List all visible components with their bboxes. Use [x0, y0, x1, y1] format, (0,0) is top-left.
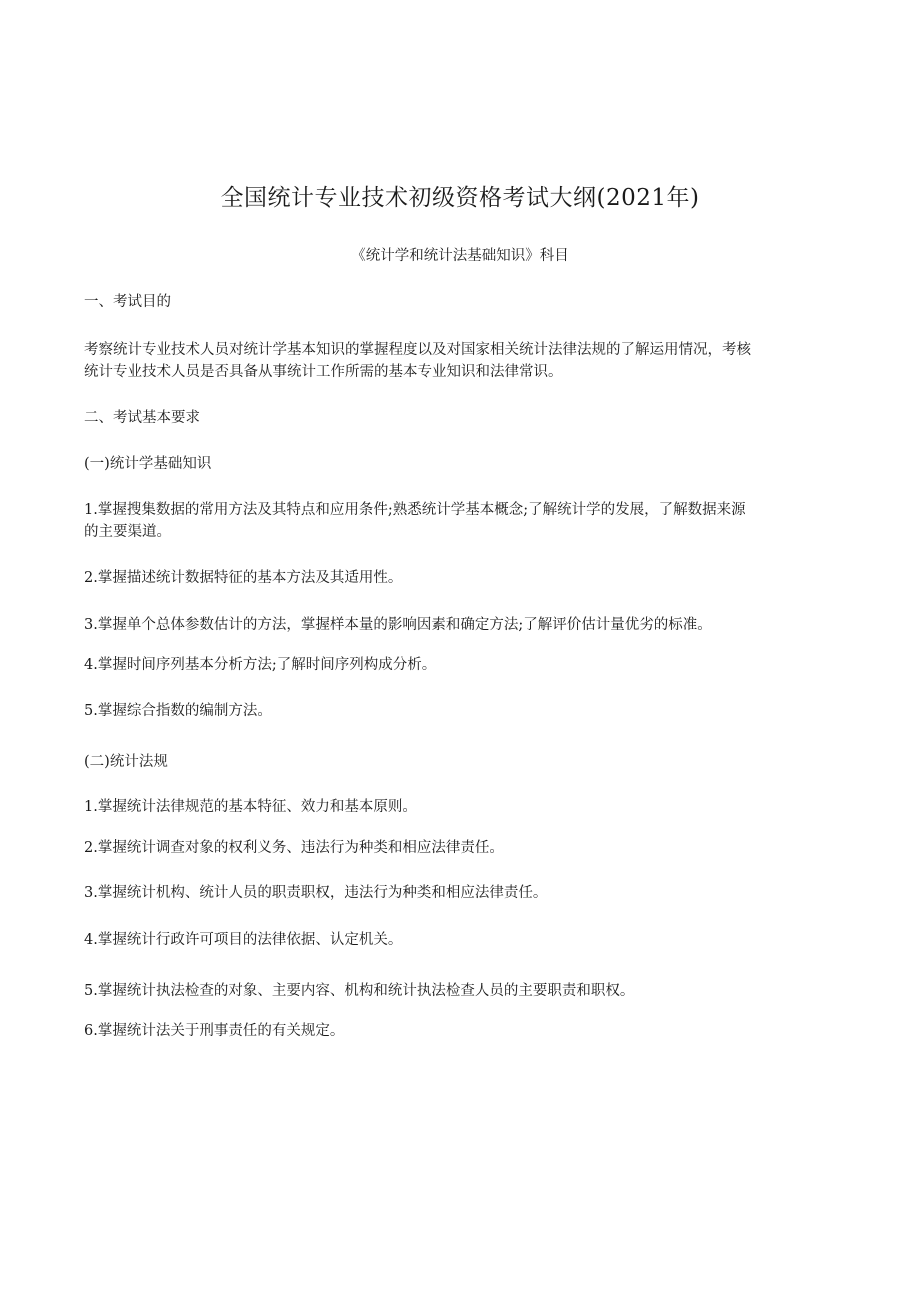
section-heading-requirements: 二、考试基本要求: [84, 410, 200, 426]
purpose-paragraph-line-2: 统计专业技术人员是否具备从事统计工作所需的基本专业知识和法律常识。: [84, 364, 563, 380]
law-item-1: 1.掌握统计法律规范的基本特征、效力和基本原则。: [84, 799, 417, 815]
statistics-item-2: 2.掌握描述统计数据特征的基本方法及其适用性。: [84, 570, 403, 586]
law-item-3: 3.掌握统计机构、统计人员的职责职权，违法行为种类和相应法律责任。: [84, 885, 548, 901]
statistics-item-1-line-2: 的主要渠道。: [84, 524, 171, 540]
purpose-paragraph-line-1: 考察统计专业技术人员对统计学基本知识的掌握程度以及对国家相关统计法律法规的了解运用情况，考核: [84, 342, 751, 358]
law-item-6: 6.掌握统计法关于刑事责任的有关规定。: [84, 1023, 345, 1039]
law-item-2: 2.掌握统计调查对象的权利义务、违法行为种类和相应法律责任。: [84, 840, 504, 856]
subsection-heading-statistics: (一)统计学基础知识: [84, 456, 212, 472]
law-item-5: 5.掌握统计执法检查的对象、主要内容、机构和统计执法检查人员的主要职责和职权。: [84, 983, 635, 999]
statistics-item-4: 4.掌握时间序列基本分析方法;了解时间序列构成分析。: [84, 657, 437, 673]
law-item-4: 4.掌握统计行政许可项目的法律依据、认定机关。: [84, 932, 403, 948]
statistics-item-1-line-1: 1.掌握搜集数据的常用方法及其特点和应用条件;熟悉统计学基本概念;了解统计学的发展，了解数据来源: [84, 502, 746, 518]
section-heading-purpose: 一、考试目的: [84, 294, 171, 310]
statistics-item-3: 3.掌握单个总体参数估计的方法，掌握样本量的影响因素和确定方法;了解评价估计量优劣的标准。: [84, 617, 712, 633]
statistics-item-5: 5.掌握综合指数的编制方法。: [84, 703, 272, 719]
document-title: 全国统计专业技术初级资格考试大纲(2021年): [220, 185, 700, 211]
subsection-heading-law: (二)统计法规: [84, 754, 168, 770]
document-subtitle: 《统计学和统计法基础知识》科目: [351, 248, 569, 264]
